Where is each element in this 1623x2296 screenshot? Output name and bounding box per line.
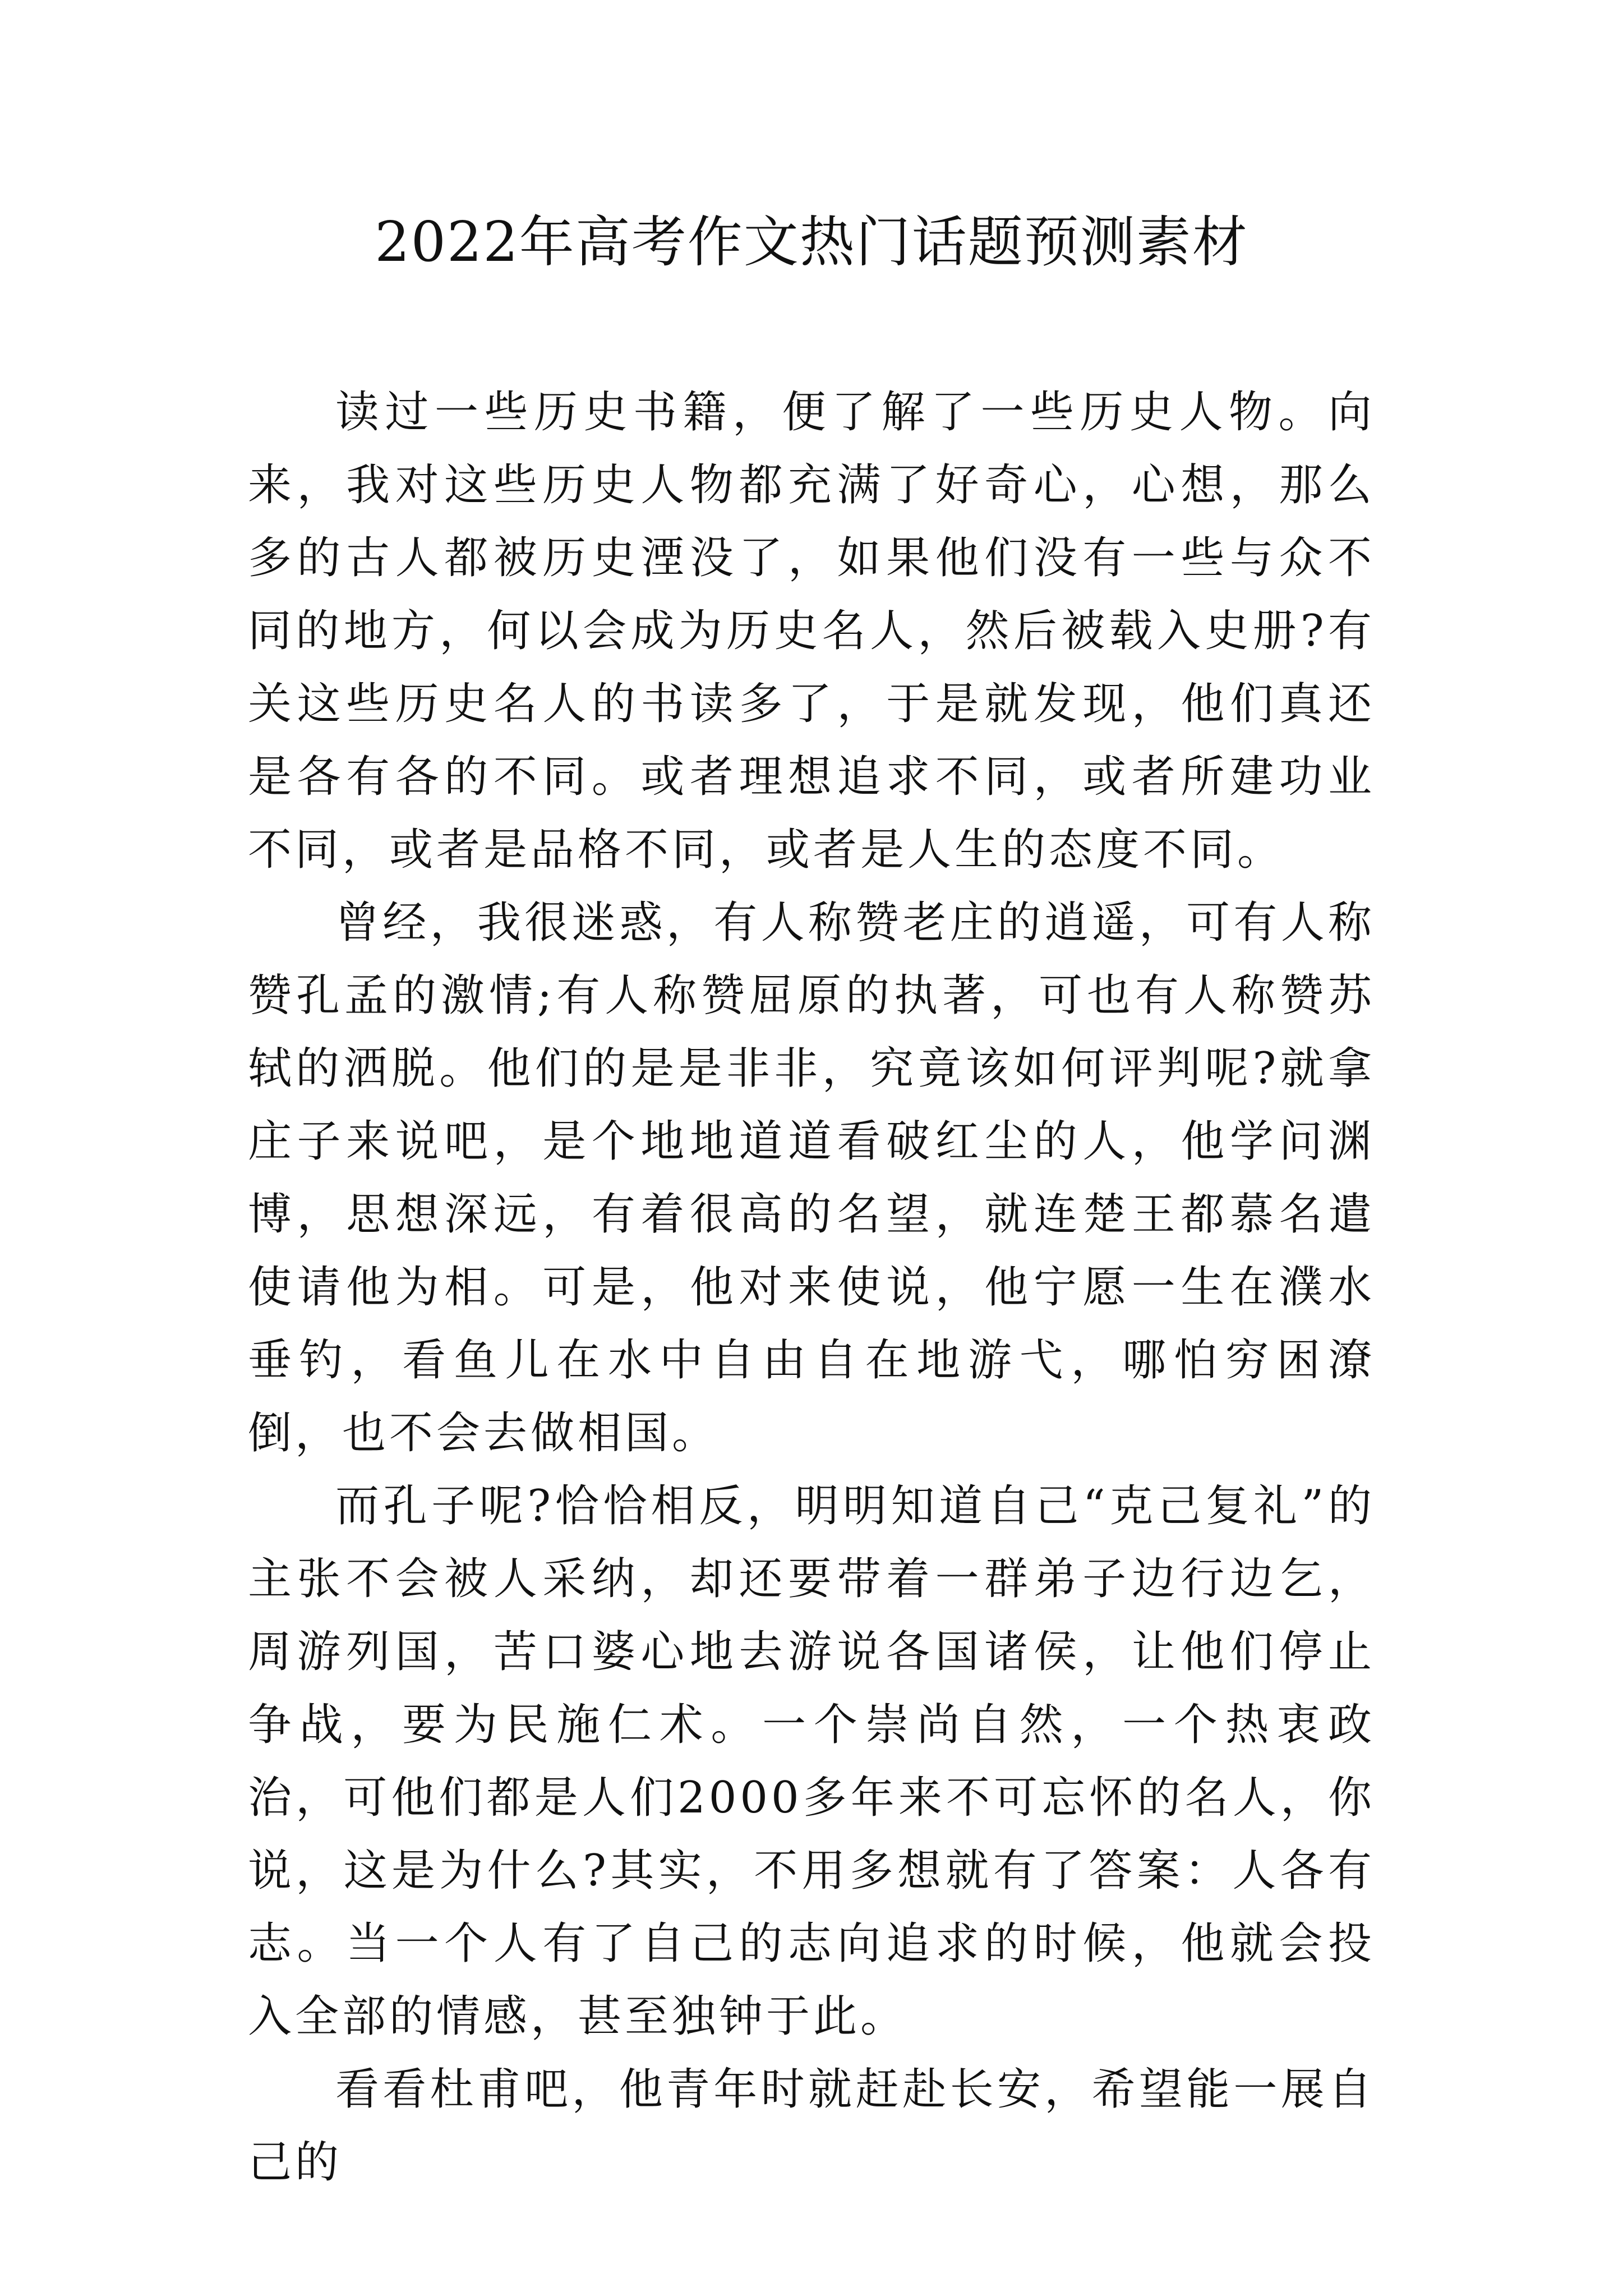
document-body: [248, 376, 1375, 2199]
paragraph-1: 读过一些历史书籍，便了解了一些历史人物。向来，我对这些历史人物都充满了好奇心，心想，那么多的古人都被历史湮没了，如果他们没有一些与众不同的地方，何以会成为历史名人，然后被载入史册?有关这些历史名人的书读多了，于是就发现，他们真还是各有各的不同。或者理想追求不同，或者所建功业不同，或者是品格不同，或者是人生的态度不同。: [248, 387, 1375, 875]
paragraph-4: 看看杜甫吧，他青年时就赶赴长安，希望能一展自己的: [248, 2064, 1375, 2188]
document-title: 2022年高考作文热门话题预测素材: [375, 210, 1248, 274]
paragraph-2: 曾经，我很迷惑，有人称赞老庄的逍遥，可有人称赞孔孟的激情;有人称赞屈原的执著，可也有人称赞苏轼的洒脱。他们的是是非非，究竟该如何评判呢?就拿庄子来说吧，是个地地道道看破红尘的人，他学问渊博，思想深远，有着很高的名望，就连楚王都慕名遣使请他为相。可是，他对来使说，他宁愿一生在濮水垂钓，看鱼儿在水中自由自在地游弋，哪怕穷困潦倒，也不会去做相国。: [248, 898, 1375, 1458]
paragraph-3: 而孔子呢?恰恰相反，明明知道自己“克己复礼”的主张不会被人采纳，却还要带着一群弟子边行边乞，周游列国，苦口婆心地去游说各国诸侯，让他们停止争战，要为民施仁术。一个崇尚自然，一个热衷政治，可他们都是人们2000多年来不可忘怀的名人，你说，这是为什么?其实，不用多想就有了答案：人各有志。当一个人有了自己的志向追求的时候，他就会投入全部的情感，甚至独钟于此。: [248, 1481, 1375, 2042]
